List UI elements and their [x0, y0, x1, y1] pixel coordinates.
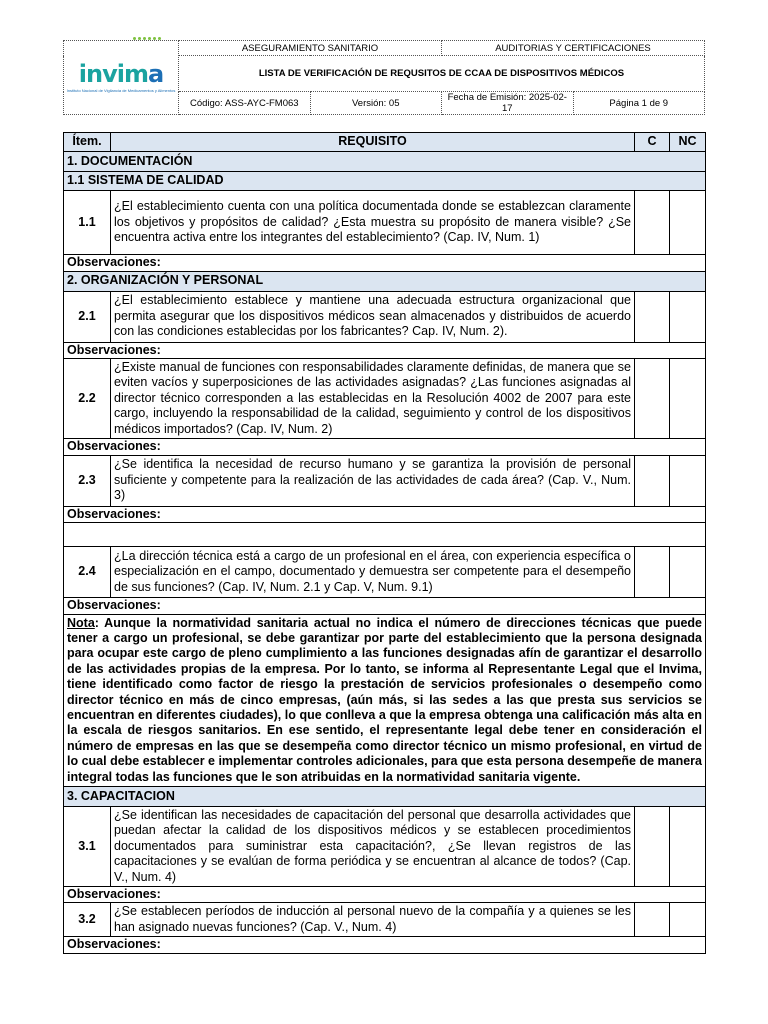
item-number: 2.3 [64, 455, 111, 506]
item-number: 3.1 [64, 806, 111, 886]
item-number: 2.4 [64, 547, 111, 598]
c-checkbox-cell[interactable] [635, 359, 670, 439]
process-name: ASEGURAMIENTO SANITARIO [179, 41, 442, 56]
logo-cell [64, 41, 179, 115]
section-title: 2. ORGANIZACIÓN Y PERSONAL [64, 271, 706, 291]
observations-field[interactable]: Observaciones: [64, 937, 706, 954]
requirement-text: ¿Se identifica la necesidad de recurso humano y se garantiza la provisión de personal suficiente y competente para la realización de las actividades de cada área? (Cap. V., Num. 3) [111, 455, 635, 506]
requirement-text: ¿El establecimiento establece y mantiene una adecuada estructura organizacional que permita asegurar que los dispositivos médicos sean almacenados y distribuidos de acuerdo con las condiciones establecidas por los fabricantes? Cap. IV, Num. 2). [111, 291, 635, 342]
c-checkbox-cell[interactable] [635, 547, 670, 598]
observations-field[interactable]: Observaciones: [64, 886, 706, 903]
note-text: : Aunque la normatividad sanitaria actual no indica el número de direcciones técnicas que puede tener a cargo un profesional, se debe garantizar por parte del establecimiento que la persona designada para ocupar este cargo de pleno cumplimiento a las funciones designadas afín de garantizar el desarrollo de las actividades propias de la empresa. Por lo tanto, se informa al Representante Legal que el Invima, tiene identificado como factor de riesgo la prestación de servicios profesionales o desempeño como director técnico en más de cinco empresas, (aún más, si las sedes a las que presta sus servicios se encuentran en diferentes ciudades), lo que conlleva a que la empresa obtenga una calificación más alta en la escala de riesgos sanitarios. En ese sentido, el representante legal debe tener en consideración el número de empresas en las que se desempeña como director técnico un mismo profesional, en virtud de lo cual debe establecer e implementar controles adicionales, para que esta persona desempeñe de manera integral todas las funciones que le son atribuidas en la normatividad sanitaria vigente. [67, 615, 702, 784]
logo-wordmark-accent: a [148, 60, 164, 88]
issue-date: Fecha de Emisión: 2025-02-17 [442, 92, 574, 115]
table-row [64, 806, 706, 886]
requirements-table [63, 132, 706, 954]
observations-field[interactable]: Observaciones: [64, 439, 706, 456]
note-label: Nota [67, 615, 95, 630]
note-block [64, 614, 706, 786]
observations-field[interactable]: Observaciones: [64, 598, 706, 615]
section-title: 3. CAPACITACION [64, 786, 706, 806]
item-number: 2.1 [64, 291, 111, 342]
requirement-text: ¿Existe manual de funciones con responsabilidades claramente definidas, de manera que se eviten vacíos y superposiciones de las actividades asignadas? ¿Las funciones asignadas al director técnico corresponden a las establecidas en la Resolución 4002 de 2007 para este cargo, incluyendo la responsabilidad de la calidad, seguimiento y control de los dispositivos médicos importados? (Cap. IV, Num. 2) [111, 359, 635, 439]
logo-tagline: Instituto Nacional de Vigilancia de Medicamentos y Alimentos [66, 88, 176, 93]
table-row [64, 191, 706, 255]
subsection-title: 1.1 SISTEMA DE CALIDAD [64, 172, 706, 191]
nc-checkbox-cell[interactable] [670, 455, 706, 506]
table-row [64, 359, 706, 439]
invima-logo [66, 62, 176, 93]
observations-field[interactable]: Observaciones: [64, 342, 706, 359]
document-title: LISTA DE VERIFICACIÓN DE REQUSITOS DE CCAA DE DISPOSITIVOS MÉDICOS [179, 56, 705, 92]
nc-checkbox-cell[interactable] [670, 359, 706, 439]
table-row [64, 291, 706, 342]
nc-checkbox-cell[interactable] [670, 191, 706, 255]
requirement-text: ¿El establecimiento cuenta con una política documentada donde se establezcan claramente los objetivos y propósitos de calidad? ¿Esta muestra su propósito de manera visible? ¿Se encuentra activa entre los integrantes del establecimiento? (Cap. IV, Num. 1) [111, 191, 635, 255]
document-header [63, 40, 705, 115]
requirement-text: ¿La dirección técnica está a cargo de un profesional en el área, con experiencia específica o especialización en el campo, documentado y demuestra ser competente para el desempeño de sus funciones? (Cap. IV, Num. 2.1 y Cap. V, Num. 9.1) [111, 547, 635, 598]
item-column-header: Ítem. [64, 133, 111, 152]
c-checkbox-cell[interactable] [635, 806, 670, 886]
observations-field[interactable]: Observaciones: [64, 255, 706, 272]
logo-dots-icon [81, 32, 161, 40]
c-checkbox-cell[interactable] [635, 455, 670, 506]
table-row [64, 547, 706, 598]
requirement-text: ¿Se establecen períodos de inducción al personal nuevo de la compañía y a quienes se les han asignado nuevas funciones? (Cap. V., Num. 4) [111, 903, 635, 937]
requirement-text: ¿Se identifican las necesidades de capacitación del personal que desarrolla actividades que puedan afectar la calidad de los dispositivos médicos y se establecen procedimientos documentados para suministrar esta capacitación?, ¿Se llevan registros de las capacitaciones y se evalúan de forma periódica y se encuentran al alcance de todos? (Cap. V., Num. 4) [111, 806, 635, 886]
nc-checkbox-cell[interactable] [670, 291, 706, 342]
nc-column-header: NC [670, 133, 706, 152]
observations-field[interactable]: Observaciones: [64, 506, 706, 523]
page-number: Página 1 de 9 [573, 92, 705, 115]
document-code: Código: ASS-AYC-FM063 [179, 92, 311, 115]
requirement-column-header: REQUISITO [111, 133, 635, 152]
nc-checkbox-cell[interactable] [670, 547, 706, 598]
table-header-row [64, 133, 706, 152]
subprocess-name: AUDITORIAS Y CERTIFICACIONES [442, 41, 705, 56]
item-number: 3.2 [64, 903, 111, 937]
table-row [64, 903, 706, 937]
item-number: 1.1 [64, 191, 111, 255]
logo-wordmark: invima [78, 60, 164, 88]
document-version: Versión: 05 [310, 92, 442, 115]
c-column-header: C [635, 133, 670, 152]
item-number: 2.2 [64, 359, 111, 439]
c-checkbox-cell[interactable] [635, 291, 670, 342]
observations-blank-area[interactable] [64, 523, 706, 547]
table-row [64, 455, 706, 506]
nc-checkbox-cell[interactable] [670, 806, 706, 886]
c-checkbox-cell[interactable] [635, 191, 670, 255]
c-checkbox-cell[interactable] [635, 903, 670, 937]
nc-checkbox-cell[interactable] [670, 903, 706, 937]
section-title: 1. DOCUMENTACIÓN [64, 152, 706, 172]
